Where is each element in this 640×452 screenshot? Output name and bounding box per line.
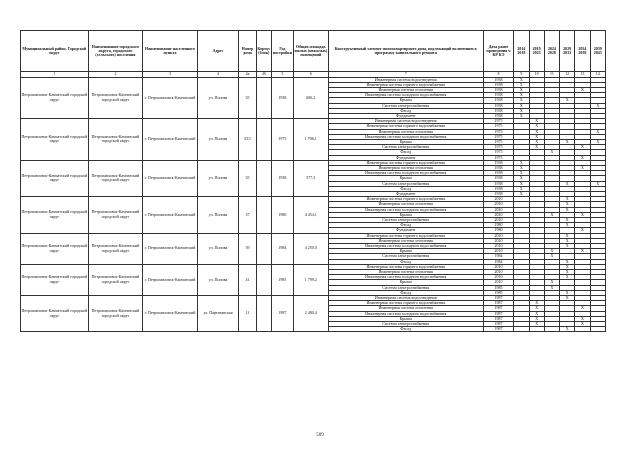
column-number: 4а	[239, 72, 256, 78]
period-mark-cell	[529, 327, 544, 332]
period-mark-cell: X	[560, 139, 575, 144]
district-cell: Петропавловск-Камчатский городской округ	[21, 197, 89, 233]
district-cell: Петропавловск-Камчатский городской округ	[21, 233, 89, 264]
prior-repair-date-cell: 1938	[483, 160, 514, 165]
period-mark-cell: X	[514, 171, 529, 176]
prior-repair-date-cell: 1938	[483, 82, 514, 87]
settlement-cell: Петропавловск-Камчатский городской округ	[88, 233, 143, 264]
period-mark-cell: X	[529, 124, 544, 129]
area-cell: 2 480,4	[293, 296, 328, 332]
element-cell: Крыша	[328, 249, 483, 254]
period-mark-cell: X	[514, 82, 529, 87]
prior-repair-date-cell: 2010	[483, 280, 514, 285]
header-cell: Корпус (блок)	[256, 31, 271, 72]
period-mark-cell: X	[544, 249, 559, 254]
build-year-cell: 1938	[271, 77, 293, 119]
period-mark-cell: X	[575, 306, 590, 311]
period-mark-cell: X	[590, 103, 605, 108]
period-mark-cell: X	[529, 316, 544, 321]
period-mark-cell: X	[529, 119, 544, 124]
prior-repair-date-cell: 1987	[483, 316, 514, 321]
period-mark-cell: X	[514, 176, 529, 181]
build-year-cell: 1984	[271, 233, 293, 264]
period-mark-cell: X	[514, 160, 529, 165]
element-cell: Инженерная система холодного водоснабжения	[328, 311, 483, 316]
period-mark-cell: X	[575, 249, 590, 254]
element-cell: Инженерная система горячего водоснабжения	[328, 233, 483, 238]
locality-cell: г. Петропавловск-Камчатский	[143, 197, 198, 233]
prior-repair-date-cell: 1985	[483, 290, 514, 295]
period-mark-cell: X	[575, 165, 590, 170]
column-number: 4б	[256, 72, 271, 78]
period-mark-cell	[575, 327, 590, 332]
period-mark-cell: X	[514, 93, 529, 98]
prior-repair-date-cell: 1975	[483, 150, 514, 155]
element-cell: Фасад	[328, 150, 483, 155]
settlement-cell: Петропавловск-Камчатский городской округ	[88, 264, 143, 295]
area-cell: 4 250,0	[293, 233, 328, 264]
element-cell: Инженерная система горячего водоснабжения	[328, 264, 483, 269]
prior-repair-date-cell: 2010	[483, 238, 514, 243]
district-cell: Петропавловск-Камчатский городской округ	[21, 160, 89, 196]
prior-repair-date-cell: 1938	[483, 103, 514, 108]
column-number: 8	[483, 72, 514, 78]
column-number: 12	[560, 72, 575, 78]
period-mark-cell: X	[575, 212, 590, 217]
element-cell: Крыша	[328, 98, 483, 103]
prior-repair-date-cell: 2010	[483, 202, 514, 207]
element-cell: Инженерная система отопления	[328, 202, 483, 207]
period-mark-cell: X	[529, 311, 544, 316]
locality-cell: г. Петропавловск-Камчатский	[143, 296, 198, 332]
element-cell: Инженерная система водоотведения	[328, 119, 483, 124]
period-mark-cell: X	[560, 290, 575, 295]
prior-repair-date-cell: 2010	[483, 233, 514, 238]
prior-repair-date-cell: 2010	[483, 197, 514, 202]
element-cell: Инженерная система отопления	[328, 87, 483, 92]
period-mark-cell: X	[544, 285, 559, 290]
header-cell: Муниципальный район, Городской округ	[21, 31, 89, 72]
prior-repair-date-cell: 1975	[483, 155, 514, 160]
prior-repair-date-cell: 1987	[483, 327, 514, 332]
block-cell	[256, 160, 271, 196]
period-mark-cell: X	[590, 181, 605, 186]
element-cell: Инженерная система горячего водоснабжения	[328, 301, 483, 306]
prior-repair-date-cell: 1975	[483, 124, 514, 129]
header-cell: Наименование городского округа, городского (сельского) поселения	[88, 31, 143, 72]
period-mark-cell: X	[544, 254, 559, 259]
element-cell: Инженерная система горячего водоснабжения	[328, 124, 483, 129]
period-mark-cell: X	[529, 139, 544, 144]
element-cell: Система электроснабжения	[328, 254, 483, 259]
prior-repair-date-cell: 1938	[483, 165, 514, 170]
house-number-cell: 41	[239, 264, 256, 295]
element-cell: Фундамент	[328, 155, 483, 160]
column-number: 14	[590, 72, 605, 78]
element-cell: Система электроснабжения	[328, 322, 483, 327]
address-cell: ул. Попова	[197, 119, 238, 161]
prior-repair-date-cell: 1987	[483, 306, 514, 311]
element-cell: Инженерная система холодного водоснабжения	[328, 134, 483, 139]
period-mark-cell	[590, 327, 605, 332]
period-mark-cell: X	[575, 145, 590, 150]
column-number: 2	[88, 72, 143, 78]
column-number: 1	[21, 72, 89, 78]
address-cell: ул. Попова	[197, 160, 238, 196]
year-header-2024: 2024 2028	[544, 31, 559, 72]
block-cell	[256, 233, 271, 264]
period-mark-cell: X	[575, 228, 590, 233]
period-mark-cell: X	[529, 301, 544, 306]
period-mark-cell: X	[514, 181, 529, 186]
element-cell: Крыша	[328, 139, 483, 144]
settlement-cell: Петропавловск-Камчатский городской округ	[88, 160, 143, 196]
prior-repair-date-cell: 2010	[483, 207, 514, 212]
header-cell: Конструктивный элемент многоквартирного дома, подлежащий включению в программу капитального ремонта	[328, 31, 483, 72]
year-header-2034: 2034 2038	[575, 31, 590, 72]
period-mark-cell: X	[560, 197, 575, 202]
prior-repair-date-cell: 1984	[483, 254, 514, 259]
element-cell: Крыша	[328, 280, 483, 285]
period-mark-cell: X	[590, 129, 605, 134]
area-cell: 4 454,1	[293, 197, 328, 233]
prior-repair-date-cell: 2010	[483, 270, 514, 275]
locality-cell: г. Петропавловск-Камчатский	[143, 264, 198, 295]
element-cell: Инженерная система отопления	[328, 238, 483, 243]
build-year-cell: 1975	[271, 119, 293, 161]
column-number: 6	[293, 72, 328, 78]
element-cell: Фасад	[328, 186, 483, 191]
prior-repair-date-cell: 2010	[483, 217, 514, 222]
header-cell: Адрес	[197, 31, 238, 72]
column-number: 10	[529, 72, 544, 78]
house-number-cell: 37	[239, 197, 256, 233]
period-mark-cell: X	[560, 275, 575, 280]
prior-repair-date-cell: 2010	[483, 244, 514, 249]
period-mark-cell: X	[529, 306, 544, 311]
period-mark-cell: X	[560, 259, 575, 264]
period-mark-cell: X	[514, 113, 529, 118]
prior-repair-date-cell: 2010	[483, 264, 514, 269]
district-cell: Петропавловск-Камчатский городской округ	[21, 77, 89, 119]
element-cell: Система электроснабжения	[328, 145, 483, 150]
element-cell: Инженерная система горячего водоснабжения	[328, 160, 483, 165]
period-mark-cell: X	[544, 280, 559, 285]
element-cell: Инженерная система холодного водоснабжения	[328, 171, 483, 176]
settlement-cell: Петропавловск-Камчатский городской округ	[88, 119, 143, 161]
element-cell: Крыша	[328, 316, 483, 321]
column-number: 13	[575, 72, 590, 78]
column-number: 9	[514, 72, 529, 78]
period-mark-cell: X	[560, 264, 575, 269]
prior-repair-date-cell: 2010	[483, 212, 514, 217]
year-header-2014: 2014 2018	[514, 31, 529, 72]
area-cell: 1 706,1	[293, 119, 328, 161]
period-mark-cell	[544, 327, 559, 332]
period-mark-cell: X	[560, 270, 575, 275]
element-cell: Фасад	[328, 108, 483, 113]
block-cell	[256, 264, 271, 295]
period-mark-cell: X	[560, 238, 575, 243]
address-cell: ул. Попова	[197, 264, 238, 295]
prior-repair-date-cell: 1975	[483, 129, 514, 134]
area-cell: 606,2	[293, 77, 328, 119]
prior-repair-date-cell: 1938	[483, 171, 514, 176]
period-mark-cell: X	[544, 150, 559, 155]
element-cell: Фасад	[328, 259, 483, 264]
element-cell: Инженерная система горячего водоснабжения	[328, 197, 483, 202]
house-number-cell: 11	[239, 296, 256, 332]
area-cell: 577,3	[293, 160, 328, 196]
period-mark-cell: X	[560, 233, 575, 238]
house-number-cell: 33/1	[239, 119, 256, 161]
prior-repair-date-cell: 1938	[483, 98, 514, 103]
period-mark-cell: X	[544, 212, 559, 217]
period-mark-cell: X	[560, 98, 575, 103]
address-cell: ул. Попова	[197, 197, 238, 233]
element-cell: Крыша	[328, 212, 483, 217]
prior-repair-date-cell: 1938	[483, 93, 514, 98]
year-header-2039: 2039 2043	[590, 31, 605, 72]
prior-repair-date-cell: 1938	[483, 87, 514, 92]
period-mark-cell	[514, 327, 529, 332]
area-cell: 1 799,2	[293, 264, 328, 295]
prior-repair-date-cell: 1975	[483, 139, 514, 144]
period-mark-cell: X	[590, 139, 605, 144]
prior-repair-date-cell: 1987	[483, 296, 514, 301]
element-cell: Инженерная система холодного водоснабжения	[328, 244, 483, 249]
element-cell: Фасад	[328, 327, 483, 332]
house-number-cell: 39	[239, 233, 256, 264]
period-mark-cell: X	[514, 77, 529, 82]
element-cell: Система электроснабжения	[328, 181, 483, 186]
header-cell: Номер дома	[239, 31, 256, 72]
element-cell: Инженерная система холодного водоснабжения	[328, 207, 483, 212]
prior-repair-date-cell: 1984	[483, 259, 514, 264]
header-row	[21, 31, 606, 72]
prior-repair-date-cell: 1987	[483, 301, 514, 306]
district-cell: Петропавловск-Камчатский городской округ	[21, 119, 89, 161]
period-mark-cell: X	[575, 322, 590, 327]
district-cell: Петропавловск-Камчатский городской округ	[21, 296, 89, 332]
address-cell: ул. Попова	[197, 77, 238, 119]
element-cell: Инженерная система отопления	[328, 306, 483, 311]
period-mark-cell: X	[514, 191, 529, 196]
element-cell: Система электроснабжения	[328, 285, 483, 290]
element-cell: Инженерная система горячего водоснабжения	[328, 82, 483, 87]
element-cell: Система электроснабжения	[328, 217, 483, 222]
block-cell	[256, 119, 271, 161]
period-mark-cell: X	[514, 165, 529, 170]
prior-repair-date-cell: 1938	[483, 108, 514, 113]
house-number-cell: 35	[239, 77, 256, 119]
house-number-cell: 35	[239, 160, 256, 196]
period-mark-cell: X	[560, 202, 575, 207]
prior-repair-date-cell: 1985	[483, 285, 514, 290]
prior-repair-date-cell: 2010	[483, 249, 514, 254]
element-cell: Фундамент	[328, 228, 483, 233]
locality-cell: г. Петропавловск-Камчатский	[143, 233, 198, 264]
element-cell: Фундамент	[328, 113, 483, 118]
element-cell: Инженерная система отопления	[328, 129, 483, 134]
period-mark-cell: X	[514, 103, 529, 108]
district-cell: Петропавловск-Камчатский городской округ	[21, 264, 89, 295]
element-cell: Фундамент	[328, 191, 483, 196]
element-cell: Инженерная система холодного водоснабжения	[328, 93, 483, 98]
element-cell: Инженерная система холодного водоснабжения	[328, 275, 483, 280]
period-mark-cell: X	[575, 87, 590, 92]
build-year-cell: 1938	[271, 160, 293, 196]
prior-repair-date-cell: 1938	[483, 77, 514, 82]
build-year-cell: 1987	[271, 296, 293, 332]
header-cell: Общая площадь жилых (нежилых) помещений	[293, 31, 328, 72]
build-year-cell: 1980	[271, 197, 293, 233]
column-number: 4	[197, 72, 238, 78]
page-number: 509	[316, 433, 324, 438]
prior-repair-date-cell: 1987	[483, 322, 514, 327]
element-cell: Крыша	[328, 176, 483, 181]
settlement-cell: Петропавловск-Камчатский городской округ	[88, 77, 143, 119]
header-cell: Дата ранее проведения ч КР КЭ	[483, 31, 514, 72]
settlement-cell: Петропавловск-Камчатский городской округ	[88, 197, 143, 233]
period-mark-cell: X	[560, 327, 575, 332]
period-mark-cell: X	[560, 217, 575, 222]
prior-repair-date-cell: 1938	[483, 113, 514, 118]
element-cell: Фасад	[328, 290, 483, 295]
column-number: 7	[328, 72, 483, 78]
locality-cell: г. Петропавловск-Камчатский	[143, 160, 198, 196]
period-mark-cell: X	[560, 244, 575, 249]
prior-repair-date-cell: 1938	[483, 181, 514, 186]
column-number: 5	[271, 72, 293, 78]
prior-repair-date-cell: 1975	[483, 119, 514, 124]
address-cell: ул. Партизанская	[197, 296, 238, 332]
prior-repair-date-cell: 1938	[483, 176, 514, 181]
block-cell	[256, 77, 271, 119]
element-cell: Фасад	[328, 223, 483, 228]
period-mark-cell: X	[514, 108, 529, 113]
capital-repair-table	[20, 30, 606, 332]
period-mark-cell: X	[514, 186, 529, 191]
prior-repair-date-cell: 2010	[483, 275, 514, 280]
column-number: 11	[544, 72, 559, 78]
locality-cell: г. Петропавловск-Камчатский	[143, 77, 198, 119]
column-number: 3	[143, 72, 198, 78]
period-mark-cell: X	[529, 129, 544, 134]
period-mark-cell: X	[529, 134, 544, 139]
prior-repair-date-cell: 1980	[483, 223, 514, 228]
table-body	[21, 77, 606, 332]
header-cell: Наименование населенного пункта	[143, 31, 198, 72]
element-cell: Система электроснабжения	[328, 103, 483, 108]
header-cell: Год постройки	[271, 31, 293, 72]
period-mark-cell: X	[560, 223, 575, 228]
settlement-cell: Петропавловск-Камчатский городской округ	[88, 296, 143, 332]
prior-repair-date-cell: 1987	[483, 311, 514, 316]
prior-repair-date-cell: 1975	[483, 134, 514, 139]
period-mark-cell: X	[560, 207, 575, 212]
locality-cell: г. Петропавловск-Камчатский	[143, 119, 198, 161]
element-cell: Инженерная система водоотведения	[328, 77, 483, 82]
block-cell	[256, 197, 271, 233]
period-mark-cell: X	[560, 181, 575, 186]
prior-repair-date-cell: 1938	[483, 186, 514, 191]
period-mark-cell: X	[560, 296, 575, 301]
period-mark-cell: X	[514, 87, 529, 92]
element-cell: Инженерная система отопления	[328, 270, 483, 275]
address-cell: ул. Попова	[197, 233, 238, 264]
element-cell: Инженерная система водоотведения	[328, 296, 483, 301]
period-mark-cell: X	[529, 322, 544, 327]
period-mark-cell: X	[529, 145, 544, 150]
year-header-2019: 2019 2023	[529, 31, 544, 72]
period-mark-cell: X	[575, 316, 590, 321]
element-cell: Инженерная система отопления	[328, 165, 483, 170]
prior-repair-date-cell: 1975	[483, 145, 514, 150]
prior-repair-date-cell: 1938	[483, 191, 514, 196]
period-mark-cell: X	[514, 98, 529, 103]
prior-repair-date-cell: 1980	[483, 228, 514, 233]
block-cell	[256, 296, 271, 332]
period-mark-cell: X	[575, 155, 590, 160]
year-header-2029: 2029 2033	[560, 31, 575, 72]
build-year-cell: 1985	[271, 264, 293, 295]
